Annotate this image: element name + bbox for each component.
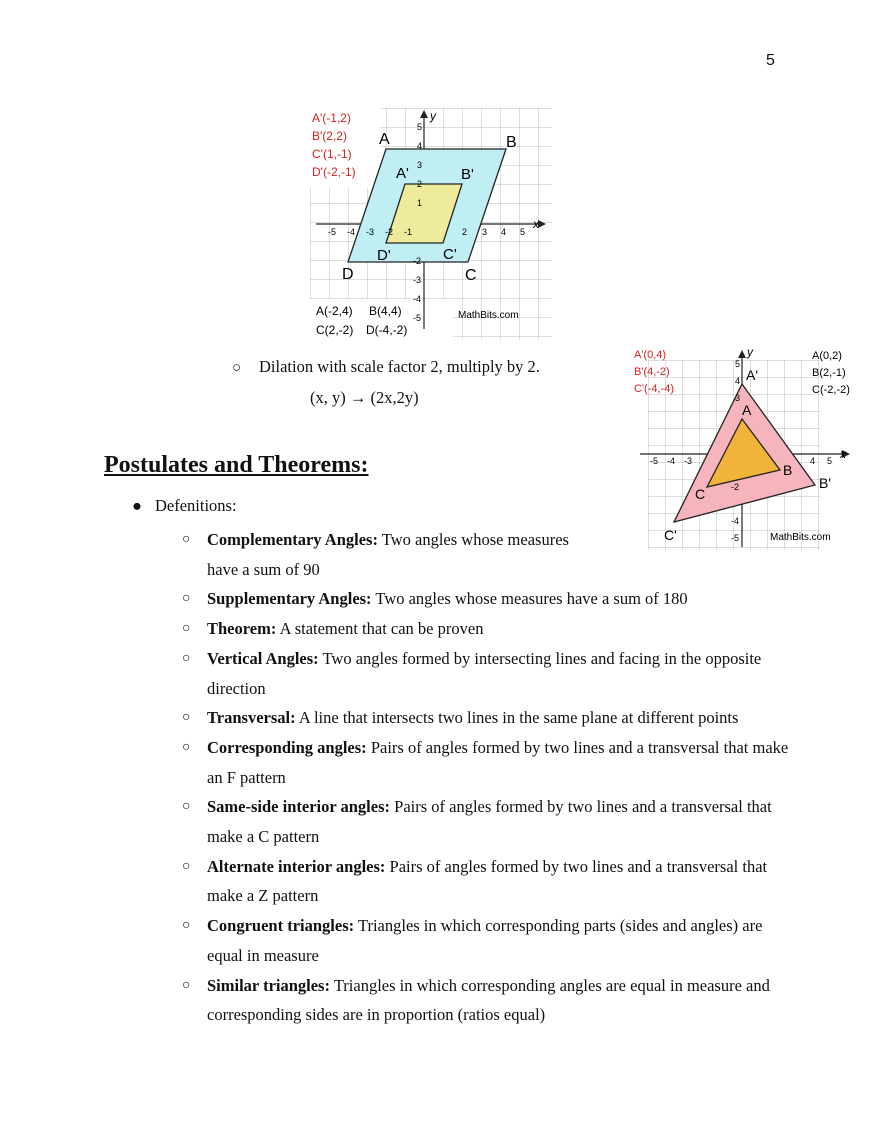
label-b-coord: B(2,-1) <box>812 367 846 379</box>
y-tick: 5 <box>417 122 423 132</box>
section-heading: Postulates and Theorems: <box>104 452 369 478</box>
definition-item <box>182 971 802 1030</box>
label-a-prime-coord: A'(-1,2) <box>312 111 351 125</box>
definition-desc: Triangles in which corresponding angles are equal in measure and corresponding sides are in proportion (ratios equal) <box>207 975 770 1025</box>
x-tick: 4 <box>810 456 816 466</box>
dilation-formula: (x, y) → (2x,2y) <box>310 388 419 407</box>
mathbits-watermark: MathBits.com <box>458 310 519 321</box>
definition-desc: Two angles whose measures have a sum of 90 <box>207 530 569 579</box>
definition-desc: Pairs of angles formed by two lines and a transversal that make a C pattern <box>207 797 772 847</box>
definition-desc: A statement that can be proven <box>279 619 484 639</box>
vertex-a-prime: A' <box>396 165 409 182</box>
definition-item <box>182 584 802 614</box>
definitions-label <box>132 496 237 516</box>
vertex-b-prime: B' <box>461 166 474 183</box>
definition-term: Same-side interior angles: <box>207 797 391 817</box>
dilation-figure-triangle <box>630 342 856 552</box>
definition-term: Supplementary Angles: <box>207 589 372 609</box>
x-axis-label: x <box>533 217 539 231</box>
definitions-list <box>182 525 802 1030</box>
definition-item <box>182 703 802 733</box>
y-tick: -5 <box>731 533 740 543</box>
label-a-coord: A(-2,4) <box>316 304 353 318</box>
triangle-graph <box>630 342 856 552</box>
definition-term: Complementary Angles: <box>207 530 378 549</box>
definition-item <box>182 614 802 644</box>
definitions-label-text: Defenitions: <box>155 496 237 515</box>
ring-bullet-icon: ○ <box>182 977 191 993</box>
vertex-c-prime: C' <box>664 527 677 543</box>
definition-desc: Pairs of angles formed by two lines and a transversal that make an F pattern <box>207 737 789 787</box>
definition-term: Congruent triangles: <box>207 916 355 936</box>
vertex-c: C <box>695 486 706 502</box>
label-c-coord: C(-2,-2) <box>812 384 850 396</box>
y-axis-label: y <box>430 109 436 123</box>
x-tick: 3 <box>482 227 488 237</box>
definition-desc: Triangles in which corresponding parts (sides and angles) are equal in measure <box>207 916 763 965</box>
definition-item <box>182 911 802 970</box>
ring-bullet-icon: ○ <box>182 858 191 874</box>
vertex-b: B <box>783 462 793 478</box>
dot-bullet-icon: ● <box>132 496 142 515</box>
definition-desc: Two angles whose measures have a sum of 180 <box>375 589 688 609</box>
y-tick: -5 <box>413 313 422 323</box>
dilation-figure-parallelogram <box>306 104 552 344</box>
x-tick: 5 <box>520 227 526 237</box>
y-tick: 4 <box>417 141 423 151</box>
definition-item <box>182 792 802 851</box>
label-b-coord: B(4,4) <box>369 304 402 318</box>
definition-item <box>182 852 802 911</box>
ring-bullet-icon: ○ <box>182 621 191 637</box>
y-tick: 2 <box>417 179 423 189</box>
vertex-c-prime: C' <box>443 246 457 263</box>
definition-item <box>182 644 802 703</box>
label-a-coord: A(0,2) <box>812 350 842 362</box>
definition-term: Transversal: <box>207 708 296 728</box>
ring-bullet-icon: ○ <box>182 710 191 726</box>
y-tick: -4 <box>413 294 422 304</box>
y-tick: 4 <box>735 376 741 386</box>
ring-bullet-icon: ○ <box>232 360 242 376</box>
vertex-a-prime: A' <box>746 367 759 383</box>
definition-term: Similar triangles: <box>207 975 330 995</box>
ring-bullet-icon: ○ <box>182 532 191 547</box>
ring-bullet-icon: ○ <box>182 591 191 607</box>
x-tick: -3 <box>684 456 693 466</box>
definition-term: Theorem: <box>207 619 277 639</box>
x-tick: -4 <box>667 456 676 466</box>
y-tick: -3 <box>413 275 422 285</box>
ring-bullet-icon: ○ <box>182 918 191 934</box>
y-axis-label: y <box>747 345 753 359</box>
label-c-prime-coord: C'(1,-1) <box>312 147 352 161</box>
x-tick: -3 <box>366 227 375 237</box>
x-tick: -5 <box>328 227 337 237</box>
definition-term: Corresponding angles: <box>207 737 367 757</box>
vertex-d-prime: D' <box>377 247 391 264</box>
definition-desc: Pairs of angles formed by two lines and a transversal that make a Z pattern <box>207 856 768 906</box>
definition-desc: A line that intersects two lines in the same plane at different points <box>298 708 739 728</box>
y-tick: 3 <box>417 160 423 170</box>
y-tick: -2 <box>731 482 740 492</box>
definition-term: Alternate interior angles: <box>207 856 386 876</box>
vertex-c: C <box>465 267 477 284</box>
label-b-prime-coord: B'(4,-2) <box>634 366 670 378</box>
x-tick: -1 <box>404 227 413 237</box>
ring-bullet-icon: ○ <box>182 739 191 755</box>
y-tick: 5 <box>735 359 741 369</box>
x-tick: -5 <box>650 456 659 466</box>
label-d-coord: D(-4,-2) <box>366 323 408 337</box>
x-tick: -2 <box>385 227 394 237</box>
page-number: 5 <box>766 52 775 69</box>
ring-bullet-icon: ○ <box>182 650 191 666</box>
dilation-item <box>232 357 540 377</box>
y-tick: -2 <box>413 256 422 266</box>
definition-item <box>182 525 597 584</box>
ring-bullet-icon: ○ <box>182 799 191 815</box>
x-tick: 2 <box>462 227 468 237</box>
mathbits-watermark: MathBits.com <box>770 532 831 543</box>
vertex-d: D <box>342 266 354 283</box>
y-tick: 1 <box>417 198 423 208</box>
y-tick: -4 <box>731 516 740 526</box>
x-tick: 5 <box>827 456 833 466</box>
definition-item <box>182 733 802 792</box>
vertex-b: B <box>506 134 517 151</box>
vertex-a: A <box>379 131 390 148</box>
x-tick: 4 <box>501 227 507 237</box>
vertex-b-prime: B' <box>819 475 832 491</box>
x-tick: -4 <box>347 227 356 237</box>
definition-desc: Two angles formed by intersecting lines and facing in the opposite direction <box>207 648 762 698</box>
label-d-prime-coord: D'(-2,-1) <box>312 165 356 179</box>
parallelogram-graph <box>306 104 552 344</box>
label-a-prime-coord: A'(0,4) <box>634 349 667 361</box>
vertex-a: A <box>742 402 752 418</box>
definition-term: Vertical Angles: <box>207 648 319 668</box>
label-c-prime-coord: C'(-4,-4) <box>634 383 674 395</box>
y-tick: 3 <box>735 393 741 403</box>
label-b-prime-coord: B'(2,2) <box>312 129 347 143</box>
label-c-coord: C(2,-2) <box>316 323 354 337</box>
x-axis-label: x <box>840 447 846 461</box>
dilation-text: Dilation with scale factor 2, multiply by 2. <box>259 357 540 376</box>
